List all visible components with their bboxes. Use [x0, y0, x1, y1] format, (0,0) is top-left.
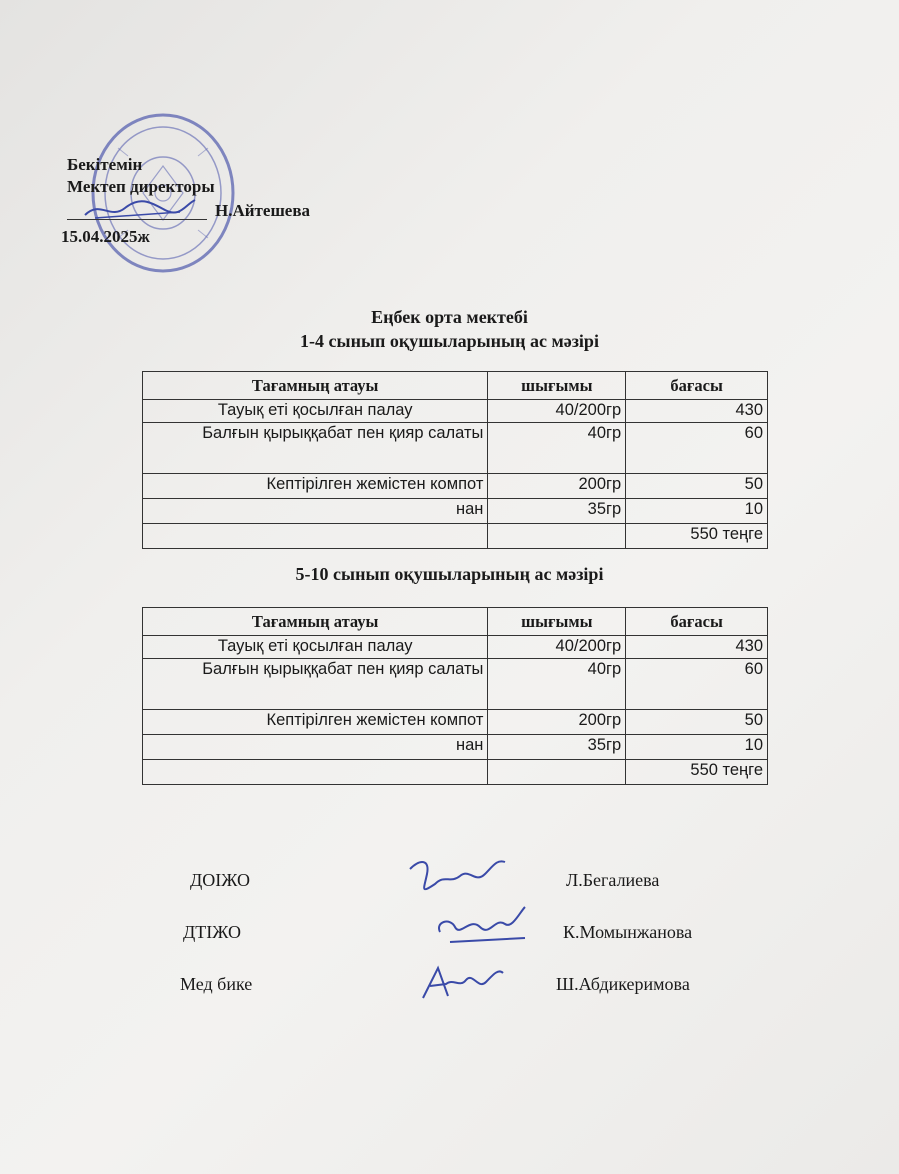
col-header-price: бағасы — [626, 608, 768, 636]
menu-5-10-title: 5-10 сынып оқушыларының ас мәзірі — [295, 564, 604, 584]
total-price: 550 теңге — [626, 524, 768, 549]
menu-1-4-table — [142, 371, 768, 549]
dish-name: Тауық еті қосылған палау — [143, 636, 488, 659]
dish-price: 430 — [626, 636, 768, 659]
dish-yield: 35гр — [488, 735, 626, 760]
signer-role: Мед бике — [180, 974, 253, 994]
director-title: Мектеп директоры — [67, 177, 215, 196]
menu-1-4-title: 1-4 сынып оқушыларының ас мәзірі — [300, 331, 599, 351]
dish-name: Кептірілген жемістен компот — [143, 710, 488, 735]
dish-yield: 40/200гр — [488, 636, 626, 659]
table-row — [143, 423, 768, 474]
menu-5-10-table — [142, 607, 768, 785]
col-header-dish: Тағамның атауы — [143, 372, 488, 400]
signer-name: К.Момынжанова — [563, 922, 693, 942]
dish-price: 10 — [626, 735, 768, 760]
table-row — [143, 710, 768, 735]
empty-cell — [143, 760, 488, 785]
dish-yield: 40гр — [488, 423, 626, 474]
col-header-price: бағасы — [626, 372, 768, 400]
dish-price: 50 — [626, 710, 768, 735]
col-header-yield: шығымы — [488, 372, 626, 400]
signer-role: ДОІЖО — [190, 870, 250, 890]
school-title: Еңбек орта мектебі — [371, 307, 528, 327]
dish-name: Балғын қырыққабат пен қияр салаты — [143, 659, 488, 710]
table-row — [143, 499, 768, 524]
handwritten-signature — [405, 854, 515, 904]
approval-date: 15.04.2025ж — [61, 227, 150, 246]
signature-row — [0, 972, 899, 1012]
dish-yield: 200гр — [488, 710, 626, 735]
col-header-dish: Тағамның атауы — [143, 608, 488, 636]
table-row — [143, 636, 768, 659]
table-row — [143, 659, 768, 710]
dish-yield: 40/200гр — [488, 400, 626, 423]
dish-yield: 200гр — [488, 474, 626, 499]
signer-name: Ш.Абдикеримова — [556, 974, 690, 994]
empty-cell — [488, 760, 626, 785]
col-header-yield: шығымы — [488, 608, 626, 636]
table-header-row — [143, 608, 768, 636]
total-row — [143, 760, 768, 785]
signature-row — [0, 920, 899, 960]
dish-price: 60 — [626, 659, 768, 710]
total-row — [143, 524, 768, 549]
director-signature — [80, 190, 200, 226]
signer-role: ДТІЖО — [183, 922, 241, 942]
table-header-row — [143, 372, 768, 400]
dish-yield: 40гр — [488, 659, 626, 710]
dish-name: нан — [143, 499, 488, 524]
handwritten-signature — [418, 958, 508, 1008]
total-price: 550 теңге — [626, 760, 768, 785]
director-name: Н.Айтешева — [215, 201, 311, 220]
dish-name: нан — [143, 735, 488, 760]
dish-price: 10 — [626, 499, 768, 524]
table-row — [143, 400, 768, 423]
empty-cell — [488, 524, 626, 549]
handwritten-signature — [430, 902, 530, 952]
dish-yield: 35гр — [488, 499, 626, 524]
dish-price: 60 — [626, 423, 768, 474]
approval-label: Бекітемін — [67, 155, 143, 174]
dish-name: Балғын қырыққабат пен қияр салаты — [143, 423, 488, 474]
signer-name: Л.Бегалиева — [566, 870, 660, 890]
table-row — [143, 735, 768, 760]
table-row — [143, 474, 768, 499]
empty-cell — [143, 524, 488, 549]
dish-price: 430 — [626, 400, 768, 423]
dish-name: Кептірілген жемістен компот — [143, 474, 488, 499]
dish-name: Тауық еті қосылған палау — [143, 400, 488, 423]
dish-price: 50 — [626, 474, 768, 499]
